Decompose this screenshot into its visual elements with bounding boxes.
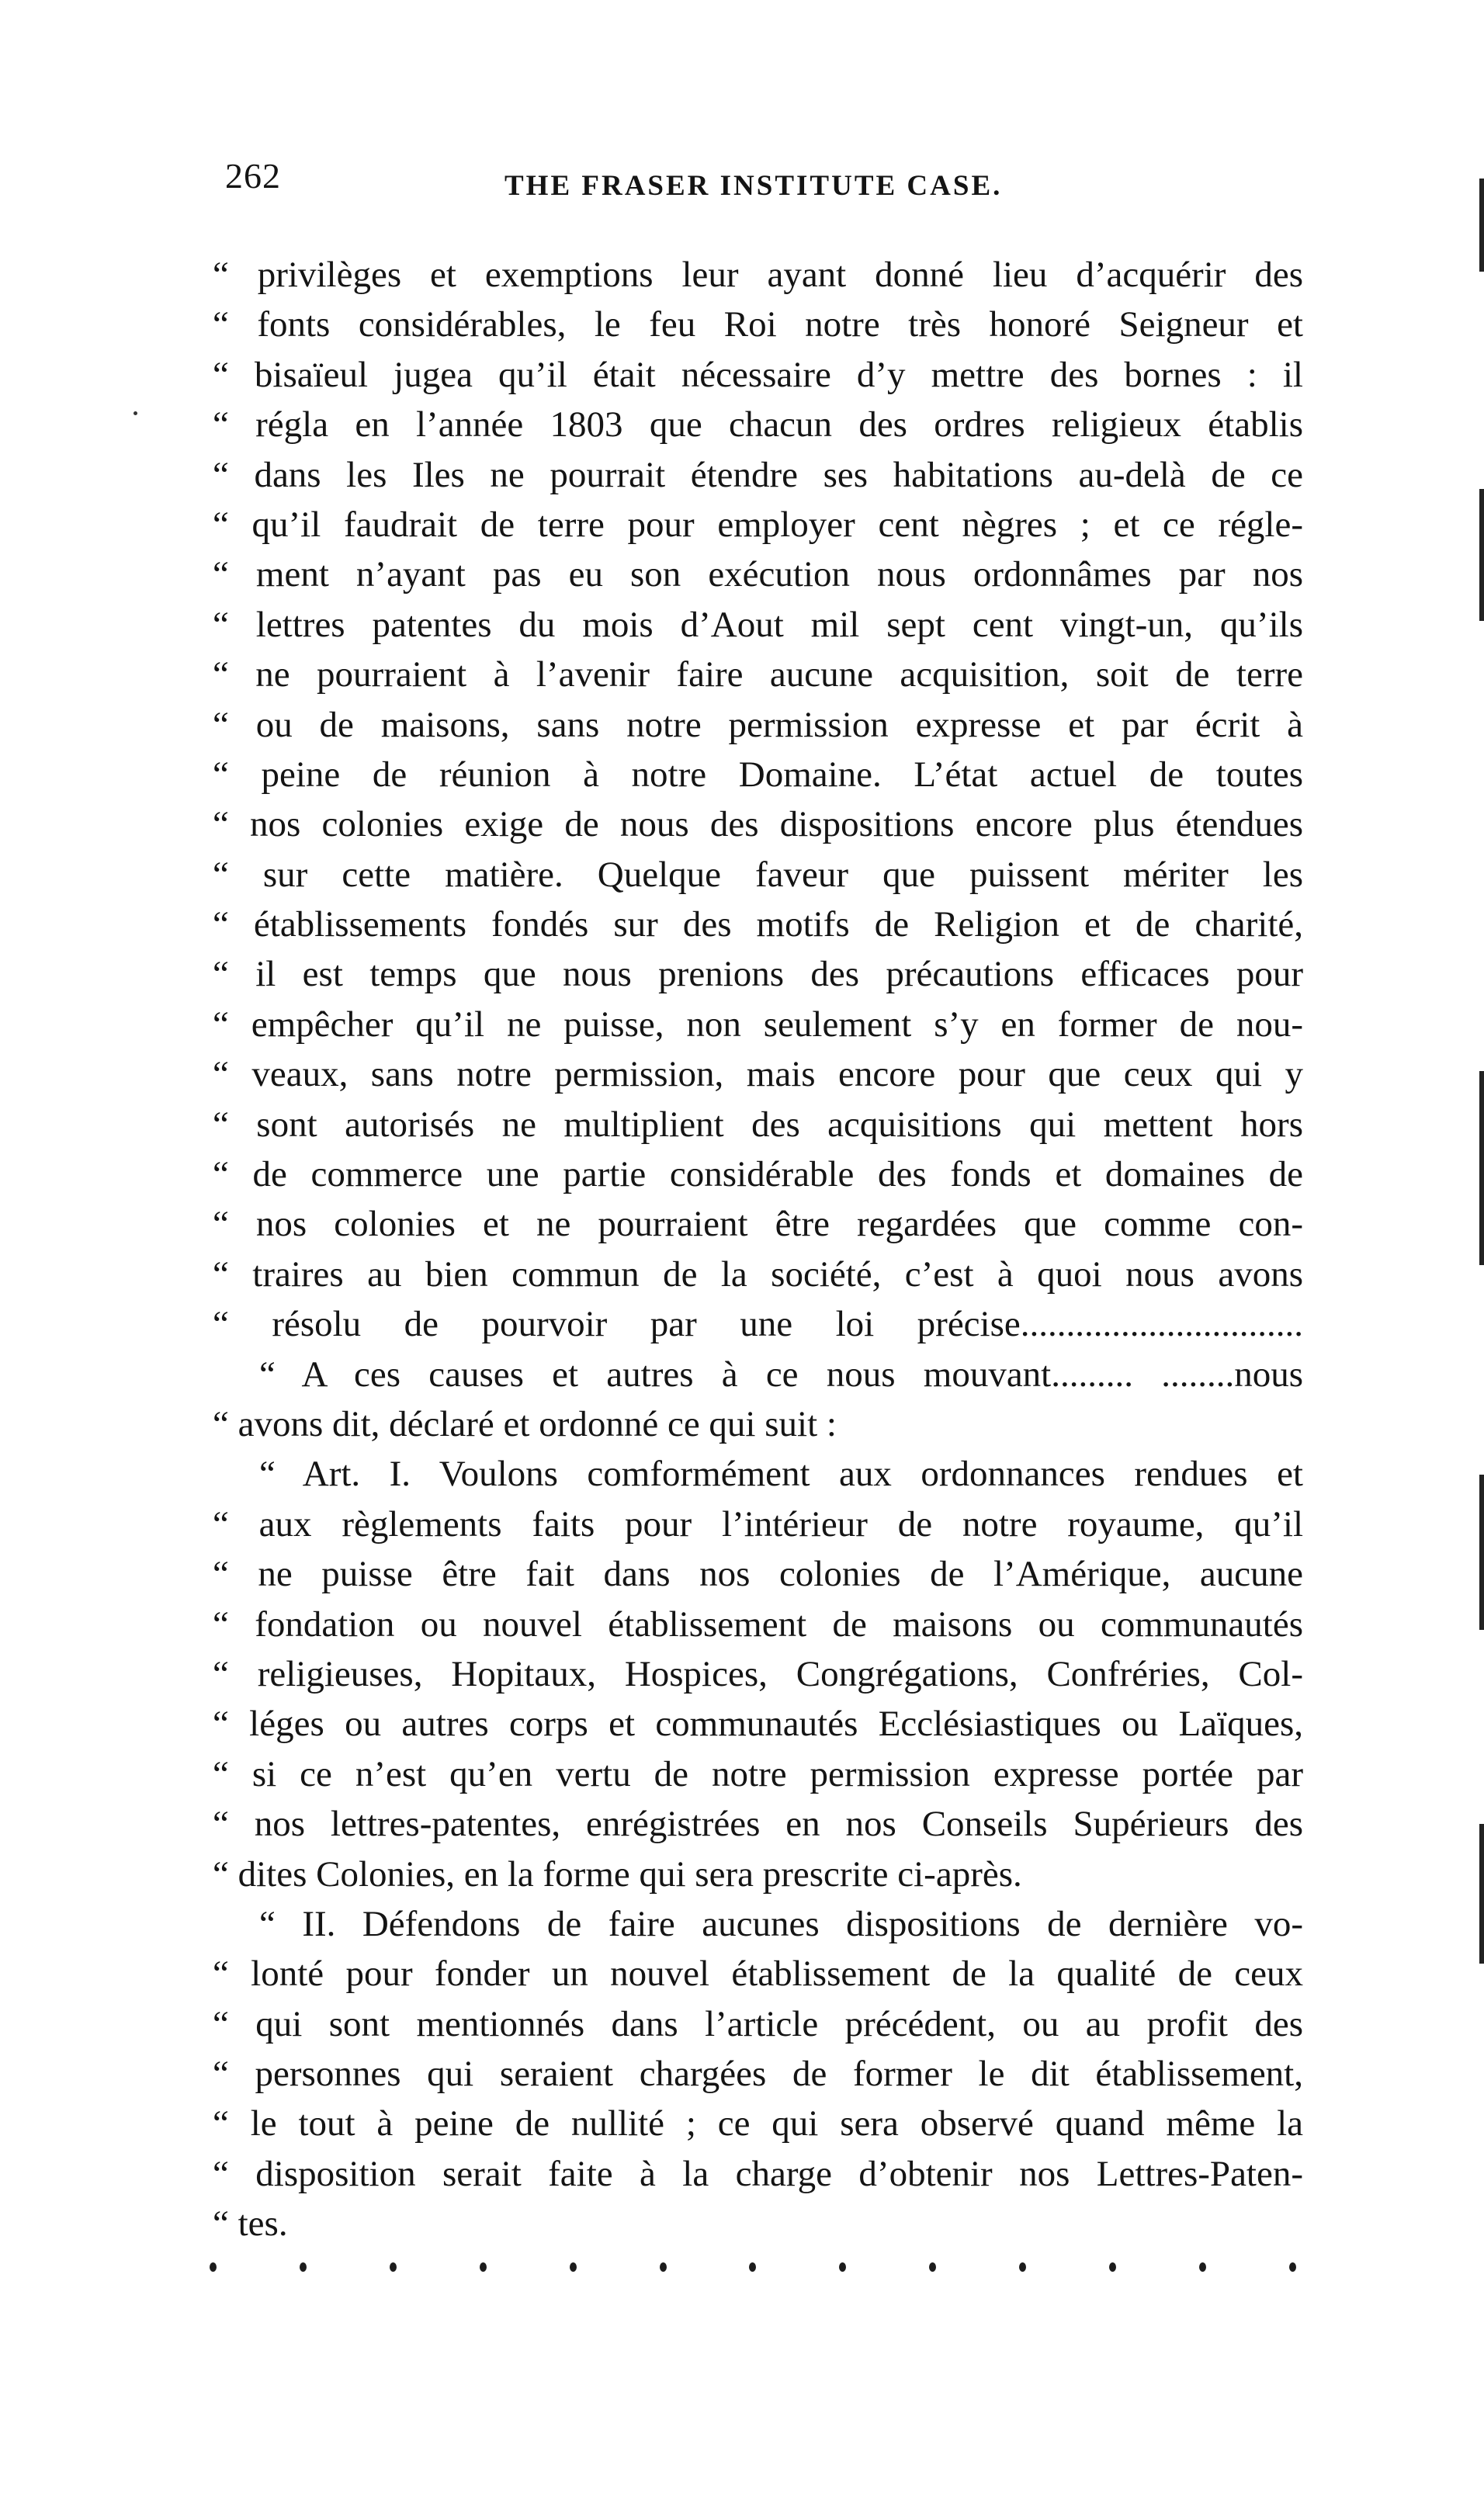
text-line: “ tes. <box>213 2203 288 2245</box>
text-line: “ il est temps que nous prenions des précautions efficaces pour <box>213 954 1303 995</box>
stray-mark <box>133 411 137 415</box>
text-line: “ nos colonies et ne pourraient être regardées que comme con- <box>213 1204 1303 1245</box>
text-line: “ résolu de pourvoir par une loi précise............................... <box>213 1304 1303 1345</box>
text-line: “ traires au bien commun de la société, c’est à quoi nous avons <box>213 1253 1303 1295</box>
text-line: “ lettres patentes du mois d’Aout mil sept cent vingt-un, qu’ils <box>213 604 1303 645</box>
text-line: “ de commerce une partie considérable des fonds et domaines de <box>213 1154 1303 1195</box>
text-line: “ A ces causes et autres à ce nous mouvant......... ........nous <box>259 1354 1303 1395</box>
text-line: “ privilèges et exemptions leur ayant donné lieu d’acquérir des <box>213 255 1303 295</box>
scan-edge-mark <box>1479 489 1484 621</box>
running-title: THE FRASER INSTITUTE CASE. <box>504 170 1003 202</box>
scan-edge-mark <box>1479 1475 1484 1630</box>
text-line: “ II. Défendons de faire aucunes dispositions de dernière vo- <box>259 1903 1303 1944</box>
omission-dot <box>660 2262 667 2272</box>
text-line: “ qu’il faudrait de terre pour employer cent nègres ; et ce régle- <box>213 504 1303 545</box>
text-line: “ sont autorisés ne multiplient des acquisitions qui mettent hors <box>213 1104 1303 1145</box>
text-line: “ nos lettres-patentes, enrégistrées en nos Conseils Supérieurs des <box>213 1804 1303 1845</box>
omission-dot <box>390 2262 397 2272</box>
text-line: “ Art. I. Voulons comformément aux ordonnances rendues et <box>259 1454 1303 1495</box>
text-line: “ lonté pour fonder un nouvel établissement de la qualité de ceux <box>213 1954 1303 1995</box>
text-line: “ ne puisse être fait dans nos colonies de l’Amérique, aucune <box>213 1554 1303 1595</box>
text-line: “ religieuses, Hopitaux, Hospices, Congrégations, Confréries, Col- <box>213 1653 1303 1694</box>
text-line: “ régla en l’année 1803 que chacun des ordres religieux établis <box>213 404 1303 446</box>
scan-edge-mark <box>1479 1824 1484 1964</box>
text-line: “ nos colonies exige de nous des dispositions encore plus étendues <box>213 804 1303 845</box>
text-line: “ avons dit, déclaré et ordonné ce qui suit : <box>213 1403 837 1444</box>
text-line: “ disposition serait faite à la charge d’obtenir nos Lettres-Paten- <box>213 2153 1303 2194</box>
text-line: “ le tout à peine de nullité ; ce qui sera observé quand même la <box>213 2103 1303 2144</box>
text-line: “ sur cette matière. Quelque faveur que puissent mériter les <box>213 854 1303 895</box>
omission-dot <box>749 2262 756 2272</box>
text-line: “ fonts considérables, le feu Roi notre très honoré Seigneur et <box>213 304 1303 345</box>
text-line: “ si ce n’est qu’en vertu de notre permission expresse portée par <box>213 1753 1303 1794</box>
text-line: “ ne pourraient à l’avenir faire aucune acquisition, soit de terre <box>213 654 1303 695</box>
text-line: “ fondation ou nouvel établissement de maisons ou communautés <box>213 1603 1303 1645</box>
text-line: “ personnes qui seraient chargées de former le dit établissement, <box>213 2054 1303 2095</box>
page-number: 262 <box>225 156 281 196</box>
scan-edge-mark <box>1479 179 1484 272</box>
omission-dot <box>1019 2262 1026 2272</box>
omission-dots <box>210 2262 1296 2272</box>
omission-dot <box>839 2262 846 2272</box>
omission-dot <box>1289 2262 1296 2272</box>
text-line: “ léges ou autres corps et communautés Ecclésiastiques ou Laïques, <box>213 1704 1303 1745</box>
omission-dot <box>210 2262 217 2272</box>
omission-dot <box>1199 2262 1206 2272</box>
text-line: “ bisaïeul jugea qu’il était nécessaire d’y mettre des bornes : il <box>213 354 1303 395</box>
text-line: “ qui sont mentionnés dans l’article précédent, ou au profit des <box>213 2003 1303 2044</box>
omission-dot <box>929 2262 936 2272</box>
text-line: “ ment n’ayant pas eu son exécution nous ordonnâmes par nos <box>213 554 1303 595</box>
scan-edge-mark <box>1479 1071 1484 1265</box>
omission-dot <box>570 2262 577 2272</box>
text-line: “ peine de réunion à notre Domaine. L’état actuel de toutes <box>213 754 1303 795</box>
page-header <box>225 155 1327 217</box>
text-line: “ veaux, sans notre permission, mais encore pour que ceux qui y <box>213 1054 1303 1095</box>
text-line: “ établissements fondés sur des motifs de Religion et de charité, <box>213 904 1303 945</box>
text-line: “ dans les Iles ne pourrait étendre ses habitations au-delà de ce <box>213 454 1303 495</box>
text-line: “ empêcher qu’il ne puisse, non seulement s’y en former de nou- <box>213 1004 1303 1045</box>
omission-dot <box>480 2262 487 2272</box>
omission-dot <box>1109 2262 1116 2272</box>
text-line: “ ou de maisons, sans notre permission expresse et par écrit à <box>213 704 1303 745</box>
body-text <box>213 250 1303 2249</box>
text-line: “ dites Colonies, en la forme qui sera prescrite ci-après. <box>213 1853 1022 1895</box>
text-line: “ aux règlements faits pour l’intérieur de notre royaume, qu’il <box>213 1503 1303 1545</box>
omission-dot <box>300 2262 307 2272</box>
